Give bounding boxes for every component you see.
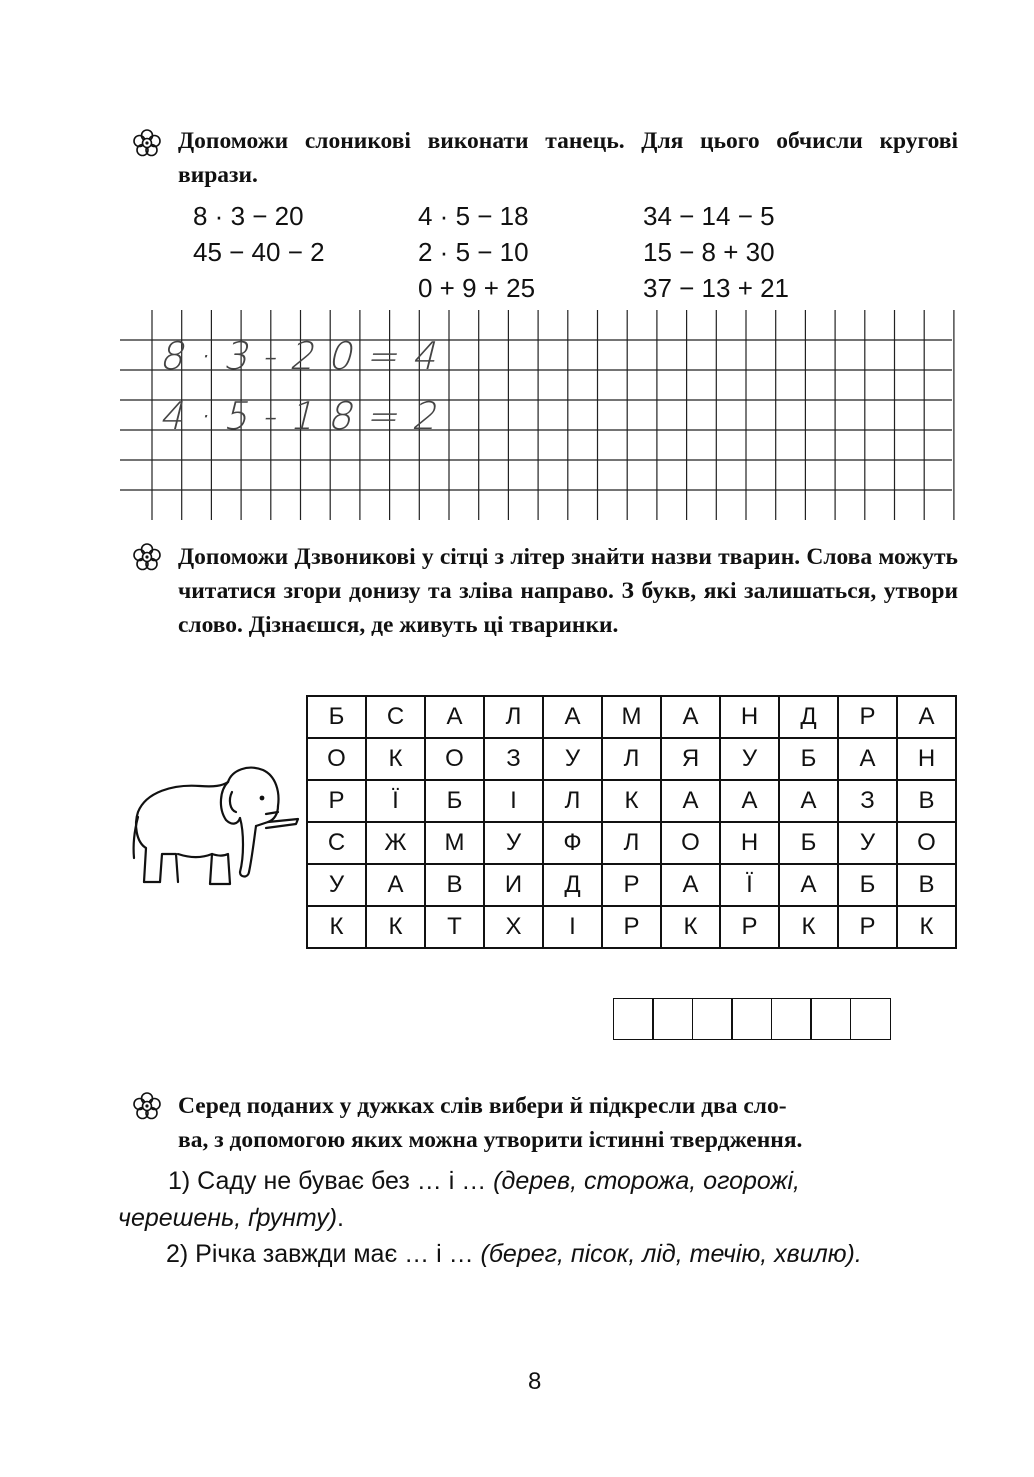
expression: 2 · 5 − 10	[418, 237, 529, 267]
grid-cell[interactable]: З	[484, 738, 543, 780]
grid-cell[interactable]: Л	[602, 822, 661, 864]
grid-cell[interactable]: М	[425, 822, 484, 864]
grid-row	[307, 864, 956, 906]
task3-prompt-line: Серед поданих у дужках слів вибери й підкресли два сло-	[178, 1093, 787, 1119]
flower-bullet-icon	[132, 128, 162, 158]
grid-cell[interactable]: А	[720, 780, 779, 822]
grid-cell[interactable]: Ї	[720, 864, 779, 906]
grid-cell[interactable]: Ж	[366, 822, 425, 864]
task3-prompt-line: ва, з допомогою яких можна утворити істинні твердження.	[178, 1127, 803, 1153]
expression: 15 − 8 + 30	[643, 237, 775, 267]
grid-cell[interactable]: Ф	[543, 822, 602, 864]
grid-cell[interactable]: К	[779, 906, 838, 948]
grid-cell[interactable]: Б	[779, 738, 838, 780]
grid-cell[interactable]: Х	[484, 906, 543, 948]
grid-cell[interactable]: И	[484, 864, 543, 906]
grid-row	[307, 906, 956, 948]
grid-cell[interactable]: З	[838, 780, 897, 822]
item-text: 1) Саду не буває без … і …	[168, 1167, 494, 1195]
item-text: 2) Річка завжди має … і …	[166, 1240, 481, 1268]
expression: 37 − 13 + 21	[643, 273, 790, 303]
answer-box[interactable]	[692, 998, 733, 1040]
grid-cell[interactable]: К	[602, 780, 661, 822]
answer-box[interactable]	[652, 998, 693, 1040]
grid-cell[interactable]: А	[838, 738, 897, 780]
task2-prompt: Допоможи Дзвоникові у сітці з літер знайти назви тварин. Слова можуть читатися згори донизу та зліва направо. З букв, які залишаться, утвори слово. Дізнаєшся, де живуть ці тваринки.	[178, 544, 958, 638]
letter-grid	[306, 695, 957, 949]
item-text: .	[337, 1204, 344, 1232]
item-options[interactable]: (берег, пісок, лід, течію, хвилю).	[480, 1240, 862, 1268]
grid-cell[interactable]: А	[661, 864, 720, 906]
grid-cell[interactable]: А	[543, 696, 602, 738]
grid-cell[interactable]: А	[366, 864, 425, 906]
handwritten-answer: 4·5-18=2	[156, 394, 459, 438]
expression: 0 + 9 + 25	[418, 273, 536, 303]
grid-cell[interactable]: А	[661, 696, 720, 738]
grid-cell[interactable]: С	[366, 696, 425, 738]
grid-cell[interactable]: Р	[838, 696, 897, 738]
answer-boxes[interactable]	[614, 998, 891, 1040]
grid-cell[interactable]: У	[543, 738, 602, 780]
grid-cell[interactable]: О	[307, 738, 366, 780]
expression: 8 · 3 − 20	[193, 201, 304, 231]
grid-cell[interactable]: Р	[602, 906, 661, 948]
task3-item1-continued	[118, 1200, 344, 1236]
answer-box[interactable]	[771, 998, 812, 1040]
grid-cell[interactable]: Н	[720, 822, 779, 864]
grid-cell[interactable]: О	[897, 822, 956, 864]
grid-cell[interactable]: А	[425, 696, 484, 738]
grid-cell[interactable]: Р	[838, 906, 897, 948]
task3-item1	[168, 1163, 800, 1199]
grid-cell[interactable]: Р	[602, 864, 661, 906]
grid-row	[307, 822, 956, 864]
grid-cell[interactable]: Р	[307, 780, 366, 822]
grid-cell[interactable]: А	[661, 780, 720, 822]
grid-cell[interactable]: У	[484, 822, 543, 864]
grid-cell[interactable]: С	[307, 822, 366, 864]
expression: 4 · 5 − 18	[418, 201, 529, 231]
grid-cell[interactable]: К	[366, 738, 425, 780]
grid-cell[interactable]: К	[366, 906, 425, 948]
task1-prompt: Допоможи слоникові виконати танець. Для цього обчисли кругові вирази.	[178, 128, 958, 188]
grid-row	[307, 738, 956, 780]
expression: 45 − 40 − 2	[193, 237, 325, 267]
grid-cell[interactable]: Б	[779, 822, 838, 864]
grid-cell[interactable]: У	[838, 822, 897, 864]
flower-bullet-icon	[132, 1091, 162, 1121]
grid-cell[interactable]: Б	[838, 864, 897, 906]
grid-cell[interactable]: Я	[661, 738, 720, 780]
answer-box[interactable]	[810, 998, 851, 1040]
grid-cell[interactable]: Ї	[366, 780, 425, 822]
grid-cell[interactable]: А	[779, 864, 838, 906]
grid-cell[interactable]: Н	[897, 738, 956, 780]
grid-cell[interactable]: К	[661, 906, 720, 948]
grid-cell[interactable]: Б	[307, 696, 366, 738]
grid-cell[interactable]: А	[779, 780, 838, 822]
task3-prompt	[178, 1089, 958, 1157]
grid-cell[interactable]: М	[602, 696, 661, 738]
grid-cell[interactable]: Т	[425, 906, 484, 948]
grid-row	[307, 780, 956, 822]
grid-cell[interactable]: У	[720, 738, 779, 780]
grid-cell[interactable]: О	[425, 738, 484, 780]
grid-cell[interactable]: В	[897, 864, 956, 906]
grid-cell[interactable]: Л	[543, 780, 602, 822]
grid-cell[interactable]: Л	[602, 738, 661, 780]
grid-cell[interactable]: К	[897, 906, 956, 948]
answer-box[interactable]	[731, 998, 772, 1040]
grid-row	[307, 696, 956, 738]
handwritten-answer: 8·3-20=4	[156, 334, 459, 378]
grid-cell[interactable]: О	[661, 822, 720, 864]
item-options[interactable]: (дерев, сторожа, огорожі,	[493, 1167, 800, 1195]
answer-box[interactable]	[850, 998, 891, 1040]
grid-cell[interactable]: А	[897, 696, 956, 738]
answer-box[interactable]	[613, 998, 654, 1040]
grid-cell[interactable]: Н	[720, 696, 779, 738]
grid-cell[interactable]: Л	[484, 696, 543, 738]
grid-cell[interactable]: В	[897, 780, 956, 822]
grid-cell[interactable]: Д	[543, 864, 602, 906]
item-options[interactable]: черешень, ґрунту)	[118, 1204, 338, 1232]
grid-cell[interactable]: Р	[720, 906, 779, 948]
grid-cell[interactable]: В	[425, 864, 484, 906]
grid-cell[interactable]: І	[543, 906, 602, 948]
expression: 34 − 14 − 5	[643, 201, 775, 231]
flower-bullet-icon	[132, 542, 162, 572]
grid-cell[interactable]: Д	[779, 696, 838, 738]
grid-cell[interactable]: Б	[425, 780, 484, 822]
grid-cell[interactable]: І	[484, 780, 543, 822]
task3-item2	[166, 1236, 862, 1272]
grid-cell[interactable]: К	[307, 906, 366, 948]
grid-cell[interactable]: У	[307, 864, 366, 906]
page-number: 8	[528, 1368, 542, 1395]
elephant-illustration	[128, 762, 303, 892]
